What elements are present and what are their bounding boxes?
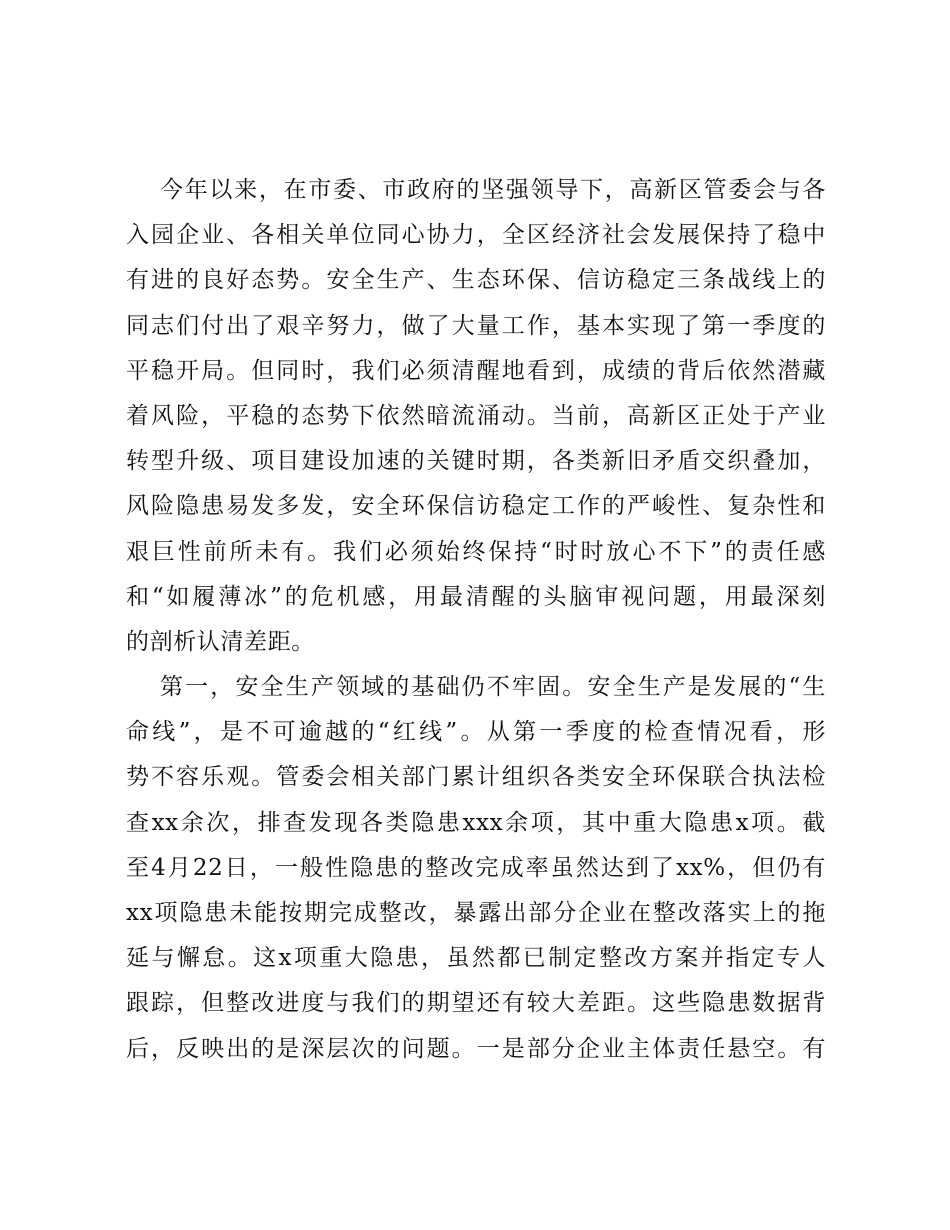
text-line: 平稳开局。但同时，我们必须清醒地看到，成绩的背后依然潜藏 — [126, 357, 826, 384]
text-line: 着风险，平稳的态势下依然暗流涌动。当前，高新区正处于产业 — [126, 402, 826, 429]
text-line: 查xx余次，排查发现各类隐患xxx余项，其中重大隐患x项。截 — [126, 809, 826, 836]
text-line: 势不容乐观。管委会相关部门累计组织各类安全环保联合执法检 — [126, 764, 826, 791]
text-line: 入园企业、各相关单位同心协力，全区经济社会发展保持了稳中 — [126, 222, 826, 249]
paragraph-1 — [126, 168, 826, 665]
text-line: 艰巨性前所未有。我们必须始终保持“时时放心不下”的责任感 — [126, 538, 826, 565]
paragraph-2 — [126, 665, 826, 1072]
text-line: 命线”，是不可逾越的“红线”。从第一季度的检查情况看，形 — [126, 719, 826, 746]
text-line: 延与懈怠。这x项重大隐患，虽然都已制定整改方案并指定专人 — [126, 945, 826, 972]
text-line: 同志们付出了艰辛努力，做了大量工作，基本实现了第一季度的 — [126, 312, 826, 339]
text-line: 和“如履薄冰”的危机感，用最清醒的头脑审视问题，用最深刻 — [126, 583, 826, 610]
text-line: 有进的良好态势。安全生产、生态环保、信访稳定三条战线上的 — [126, 267, 826, 294]
text-line: 第一，安全生产领域的基础仍不牢固。安全生产是发展的“生 — [160, 674, 826, 701]
text-line: 转型升级、项目建设加速的关键时期，各类新旧矛盾交织叠加， — [126, 448, 826, 475]
text-line: xx项隐患未能按期完成整改，暴露出部分企业在整改落实上的拖 — [126, 900, 826, 926]
text-line: 后，反映出的是深层次的问题。一是部分企业主体责任悬空。有 — [126, 1035, 826, 1062]
text-line: 跟踪，但整改进度与我们的期望还有较大差距。这些隐患数据背 — [126, 990, 826, 1017]
text-line: 至4月22日，一般性隐患的整改完成率虽然达到了xx%，但仍有 — [126, 854, 826, 881]
document-body — [126, 168, 826, 1072]
text-line: 今年以来，在市委、市政府的坚强领导下，高新区管委会与各 — [160, 177, 826, 203]
text-line: 风险隐患易发多发，安全环保信访稳定工作的严峻性、复杂性和 — [126, 493, 826, 520]
text-line: 的剖析认清差距。 — [126, 628, 315, 655]
